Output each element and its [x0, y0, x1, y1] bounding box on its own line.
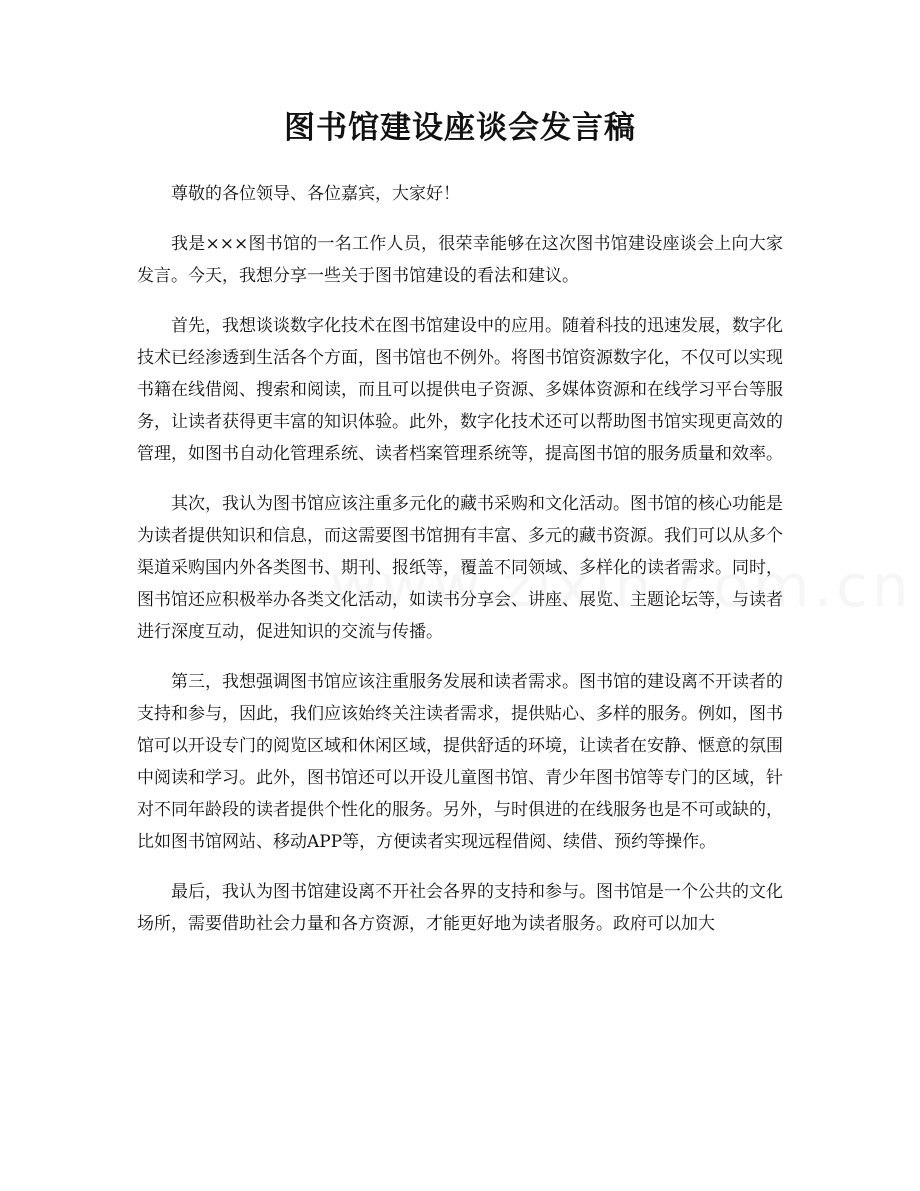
- paragraph-society: 最后，我认为图书馆建设离不开社会各界的支持和参与。图书馆是一个公共的文化场所，需要借助社会力量和各方资源，才能更好地为读者服务。政府可以加大: [137, 882, 783, 934]
- paragraph-digitization: 首先，我想谈谈数字化技术在图书馆建设中的应用。随着科技的迅速发展，数字化技术已经渗透到生活各个方面，图书馆也不例外。将图书馆资源数字化，不仅可以实现书籍在线借阅、搜索和阅读，而且可以提供电子资源、多媒体资源和在线学习平台等服务，让读者获得更丰富的知识体验。此外，数字化技术还可以帮助图书馆实现更高效的管理，如图书自动化管理系统、读者档案管理系统等，提高图书馆的服务质量和效率。: [137, 316, 783, 464]
- document-title: 图书馆建设座谈会发言稿: [284, 110, 636, 146]
- paragraph-service: 第三，我想强调图书馆应该注重服务发展和读者需求。图书馆的建设离不开读者的支持和参与，因此，我们应该始终关注读者需求，提供贴心、多样的服务。例如，图书馆可以开设专门的阅览区域和休闲区域，提供舒适的环境，让读者在安静、惬意的氛围中阅读和学习。此外，图书馆还可以开设儿童图书馆、青少年图书馆等专门的区域，针对不同年龄段的读者提供个性化的服务。另外，与时俱进的在线服务也是不可或缺的，比如图书馆网站、移动APP等，方便读者实现远程借阅、续借、预约等操作。: [137, 672, 783, 852]
- paragraph-intro: 我是×××图书馆的一名工作人员，很荣幸能够在这次图书馆建设座谈会上向大家发言。今天，我想分享一些关于图书馆建设的看法和建议。: [137, 234, 783, 286]
- paragraph-collection: 其次，我认为图书馆应该注重多元化的藏书采购和文化活动。图书馆的核心功能是为读者提供知识和信息，而这需要图书馆拥有丰富、多元的藏书资源。我们可以从多个渠道采购国内外各类图书、期刊、报纸等，覆盖不同领域、多样化的读者需求。同时，图书馆还应积极举办各类文化活动，如读书分享会、讲座、展览、主题论坛等，与读者进行深度互动，促进知识的交流与传播。: [137, 494, 783, 642]
- paragraph-greeting: 尊敬的各位领导、各位嘉宾，大家好！: [171, 184, 460, 204]
